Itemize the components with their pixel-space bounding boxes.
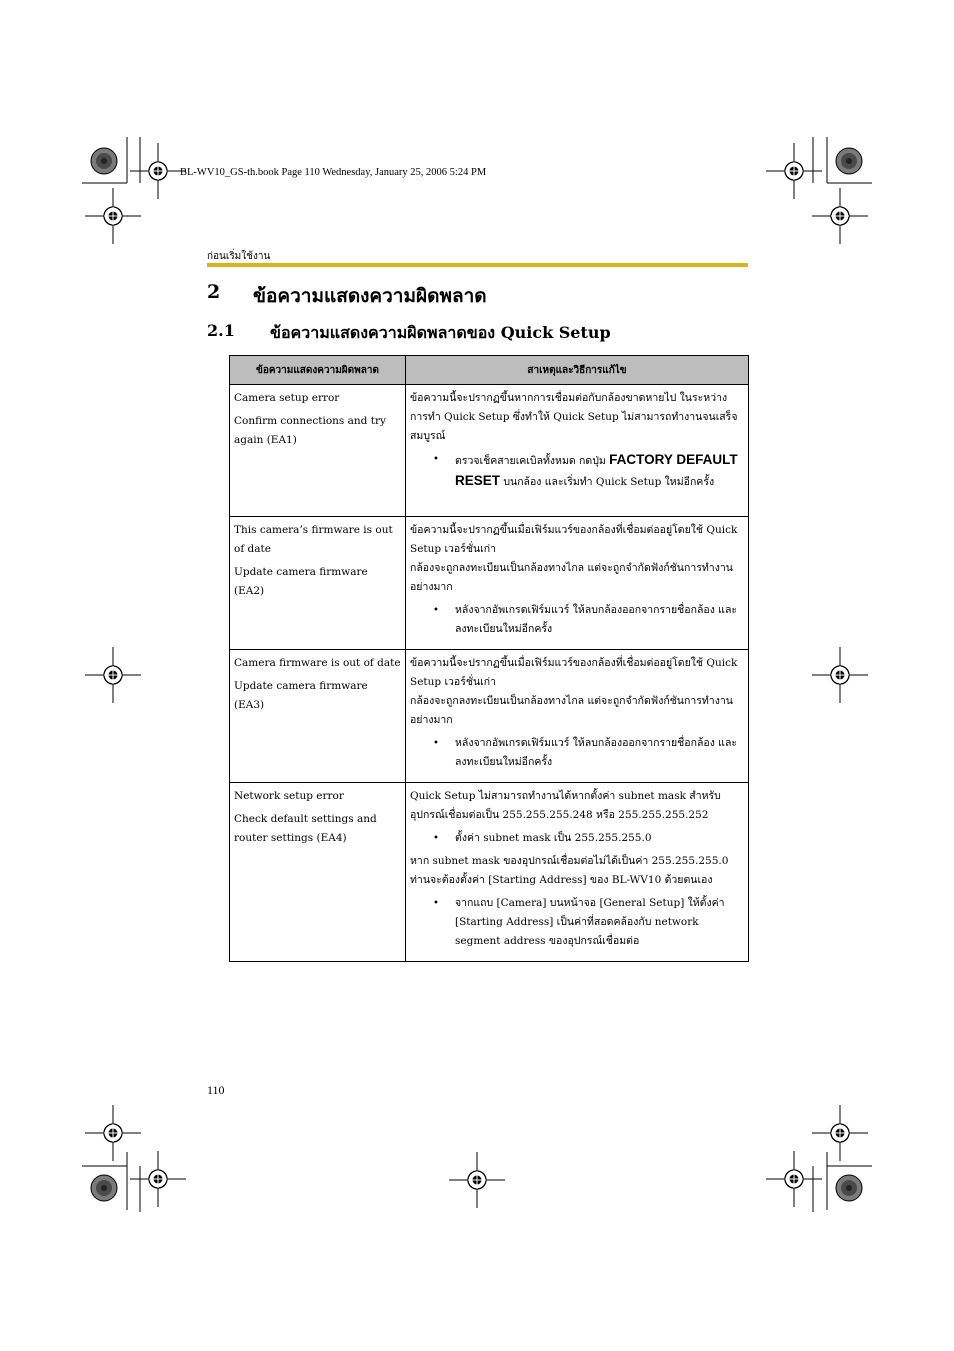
error-message-cell xyxy=(230,385,406,517)
remedy-description: Quick Setup ไม่สามารถทำงานได้หากตั้งค่า subnet mask สำหรับอุปกรณ์เชื่อมต่อเป็น 255.255.255.248 หรือ 255.255.255.252 xyxy=(410,790,721,821)
remedy-bullet xyxy=(455,450,744,492)
error-message-table xyxy=(229,355,749,962)
remedy-description: กล้องจะถูกลงทะเบียนเป็นกล้องทางไกล แต่จะถูกจำกัดฟังก์ชันการทำงานอย่างมาก xyxy=(410,562,733,593)
remedy-cell xyxy=(406,783,749,962)
remedy-description: ข้อความนี้จะปรากฏขึ้นเมื่อเฟิร์มแวร์ของกล้องที่เชื่อมต่ออยู่โดยใช้ Quick Setup เวอร์ชั่นเก่า xyxy=(410,657,738,688)
error-message-cell xyxy=(230,517,406,650)
subsection-number: 2.1 xyxy=(207,321,235,340)
error-message: Network setup error xyxy=(234,790,344,802)
remedy-bullet: • หลังจากอัพเกรดเฟิร์มแวร์ ให้ลบกล้องออกจากรายชื่อกล้อง และลงทะเบียนใหม่อีกครั้ง xyxy=(455,734,744,772)
subsection-title: ข้อความแสดงความผิดพลาดของ Quick Setup xyxy=(270,323,611,342)
remedy-bullet: • จากแถบ [Camera] บนหน้าจอ [General Setup] ให้ตั้งค่า [Starting Address] เป็นค่าที่สอดคล้องกับ network segment address ของอุปกรณ์เชื่อมต่อ xyxy=(455,894,744,951)
remedy-list xyxy=(410,829,744,848)
remedy-description: หาก subnet mask ของอุปกรณ์เชื่อมต่อไม่ได้เป็นค่า 255.255.255.0 ท่านจะต้องตั้งค่า [Starting Address] ของ BL-WV10 ด้วยตนเอง xyxy=(410,855,729,886)
remedy-cell xyxy=(406,650,749,783)
remedy-list xyxy=(410,601,744,639)
factory-default-reset-label: FACTORY DEFAULT RESET xyxy=(455,452,738,488)
table-row xyxy=(230,517,749,650)
remedy-bullet: • ตั้งค่า subnet mask เป็น 255.255.255.0 xyxy=(455,829,744,848)
error-message: Confirm connections and try again (EA1) xyxy=(234,415,386,446)
error-message-cell xyxy=(230,783,406,962)
remedy-list xyxy=(410,734,744,772)
remedy-description: กล้องจะถูกลงทะเบียนเป็นกล้องทางไกล แต่จะถูกจำกัดฟังก์ชันการทำงานอย่างมาก xyxy=(410,695,733,726)
error-message: Camera setup error xyxy=(234,392,340,404)
table-row xyxy=(230,385,749,517)
remedy-cell xyxy=(406,385,749,517)
subsection-heading xyxy=(207,321,611,346)
remedy-list xyxy=(410,894,744,951)
remedy-bullet-text: บนกล้อง และเริ่มทำ Quick Setup ใหม่อีกครั้ง xyxy=(500,476,715,488)
error-message: This camera’s firmware is out of date xyxy=(234,524,393,555)
section-number: 2 xyxy=(207,281,221,303)
remedy-description: ข้อความนี้จะปรากฏขึ้นเมื่อเฟิร์มแวร์ของกล้องที่เชื่อมต่ออยู่โดยใช้ Quick Setup เวอร์ชั่นเก่า xyxy=(410,524,738,555)
remedy-description: ข้อความนี้จะปรากฏขึ้นหากการเชื่อมต่อกับกล้องขาดหายไป ในระหว่างการทำ Quick Setup ซึ่งทำให้ Quick Setup ไม่สามารถทำงานจนเสร็จสมบูรณ์ xyxy=(410,392,738,442)
error-message-cell xyxy=(230,650,406,783)
table-row xyxy=(230,783,749,962)
section-heading xyxy=(207,281,487,311)
page-number: 110 xyxy=(207,1083,225,1097)
error-message: Camera firmware is out of date xyxy=(234,657,401,669)
table-header-row xyxy=(230,356,749,385)
error-message: Check default settings and router settings (EA4) xyxy=(234,813,377,844)
error-message: Update camera firmware (EA2) xyxy=(234,566,368,597)
running-head: ก่อนเริ่มใช้งาน xyxy=(207,251,271,262)
column-header-remedy: สาเหตุและวิธีการแก้ไข xyxy=(406,356,749,385)
section-title: ข้อความแสดงความผิดพลาด xyxy=(253,285,487,307)
error-message: Update camera firmware (EA3) xyxy=(234,680,368,711)
remedy-cell xyxy=(406,517,749,650)
column-header-message: ข้อความแสดงความผิดพลาด xyxy=(230,356,406,385)
table-row xyxy=(230,650,749,783)
header-rule xyxy=(207,263,748,267)
remedy-bullet-text: ตรวจเช็คสายเคเบิลทั้งหมด กดปุ่ม xyxy=(455,455,610,467)
book-header: BL-WV10_GS-th.book Page 110 Wednesday, January 25, 2006 5:24 PM xyxy=(180,167,487,178)
remedy-list xyxy=(410,450,744,492)
remedy-bullet: • หลังจากอัพเกรดเฟิร์มแวร์ ให้ลบกล้องออกจากรายชื่อกล้อง และลงทะเบียนใหม่อีกครั้ง xyxy=(455,601,744,639)
